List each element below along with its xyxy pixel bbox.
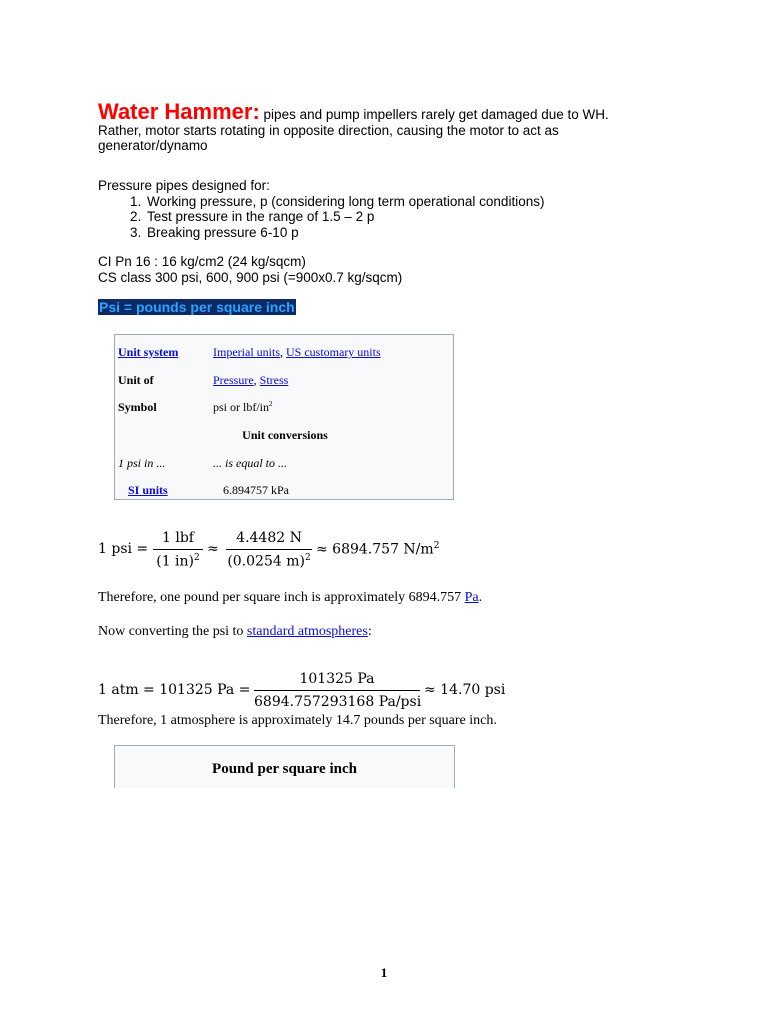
pressure-intro: Pressure pipes designed for:: [98, 178, 270, 193]
eq2-rhs: ≈ 14.70 psi: [424, 682, 506, 698]
frac2-den-sup: 2: [304, 553, 311, 563]
symbol-text: psi or lbf/in: [213, 400, 269, 414]
unit-system-value: [213, 345, 381, 360]
paragraph-atm: [98, 624, 372, 640]
eq2-fraction: [254, 671, 420, 710]
ci-line: CI Pn 16 : 16 kg/cm2 (24 kg/sqcm): [98, 254, 306, 269]
infobox: [114, 334, 454, 500]
pressure-block: [98, 178, 658, 240]
si-units-link[interactable]: SI units: [128, 483, 168, 497]
list-item: 3. Breaking pressure 6-10 p: [145, 225, 658, 241]
paragraph-pa: [98, 590, 482, 606]
symbol-sup: 2: [269, 400, 273, 408]
heading-line-1: [98, 99, 678, 124]
box2-title: Pound per square inch: [212, 761, 357, 777]
heading-subtitle: pipes and pump impellers rarely get damaged due to WH.: [259, 107, 609, 122]
separator: ,: [253, 373, 260, 387]
si-units-value: 6.894757 kPa: [223, 483, 289, 497]
eq2-lhs: 1 atm = 101325 Pa =: [98, 682, 251, 698]
eq1-lhs: 1 psi =: [98, 541, 149, 557]
col1-header: 1 psi in ...: [118, 456, 166, 470]
us-customary-units-link[interactable]: US customary units: [285, 345, 381, 359]
eq2-num: 101325 Pa: [299, 671, 375, 687]
stress-link[interactable]: Stress: [259, 373, 289, 387]
eq1-frac1-den: [153, 553, 203, 570]
symbol-label: Symbol: [118, 400, 157, 414]
para2-text: Now converting the psi to: [98, 624, 247, 639]
symbol-value: [213, 400, 273, 415]
psi-definition: [98, 300, 296, 316]
para1-end: .: [478, 590, 483, 605]
separator: ,: [279, 345, 286, 359]
frac2-den-text: (0.0254 m): [227, 553, 305, 570]
standard-atmospheres-link[interactable]: standard atmospheres: [246, 624, 368, 639]
para2-end: :: [367, 624, 372, 639]
heading-block: [98, 99, 678, 154]
list-item: 2. Test pressure in the range of 1.5 – 2 p: [145, 209, 658, 225]
eq1-rhs-text: ≈ 6894.757 N/m: [316, 541, 434, 558]
heading-line-3: generator/dynamo: [98, 138, 208, 153]
unit-conversions-header: Unit conversions: [242, 428, 328, 442]
unit-system-link[interactable]: Unit system: [118, 345, 179, 359]
frac1-den-text: (1 in): [156, 553, 195, 570]
fraction-bar: [226, 549, 312, 550]
pound-per-square-inch-box: [114, 745, 455, 788]
paragraph-atm-conclusion: Therefore, 1 atmosphere is approximately 14.7 pounds per square inch.: [98, 713, 497, 728]
frac1-den-sup: 2: [194, 553, 200, 563]
psi-highlight: Psi = pounds per square inch: [99, 299, 295, 315]
eq1-frac2-num: 4.4482 N: [236, 530, 302, 546]
pressure-link[interactable]: Pressure: [213, 373, 254, 387]
list-item: 1. Working pressure, p (considering long term operational conditions): [145, 194, 658, 210]
eq1-rhs-sup: 2: [433, 541, 440, 551]
eq1-approx: ≈: [207, 541, 219, 557]
para1-text: Therefore, one pound per square inch is approximately 6894.757: [98, 590, 465, 605]
imperial-units-link[interactable]: Imperial units: [213, 345, 280, 359]
heading-line-2: Rather, motor starts rotating in opposite direction, causing the motor to act as: [98, 122, 559, 138]
eq1-rhs: [316, 541, 439, 558]
col2-header: ... is equal to ...: [213, 456, 287, 470]
pa-link[interactable]: Pa: [464, 590, 479, 605]
eq2-den: 6894.757293168 Pa/psi: [254, 694, 422, 710]
eq1-fraction-1: [153, 530, 203, 570]
eq1-frac1-num: 1 lbf: [162, 530, 194, 546]
unit-of-label: Unit of: [118, 373, 154, 387]
unit-of-value: [213, 373, 288, 388]
page-number: 1: [380, 965, 388, 980]
pressure-list: [98, 194, 658, 241]
fraction-bar: [254, 690, 420, 691]
water-hammer-title: Water Hammer:: [98, 99, 260, 124]
cs-line: CS class 300 psi, 600, 900 psi (=900x0.7 kg/sqcm): [98, 270, 403, 285]
eq1-fraction-2: [226, 530, 312, 570]
eq1-frac2-den: [226, 553, 312, 570]
fraction-bar: [153, 549, 203, 550]
